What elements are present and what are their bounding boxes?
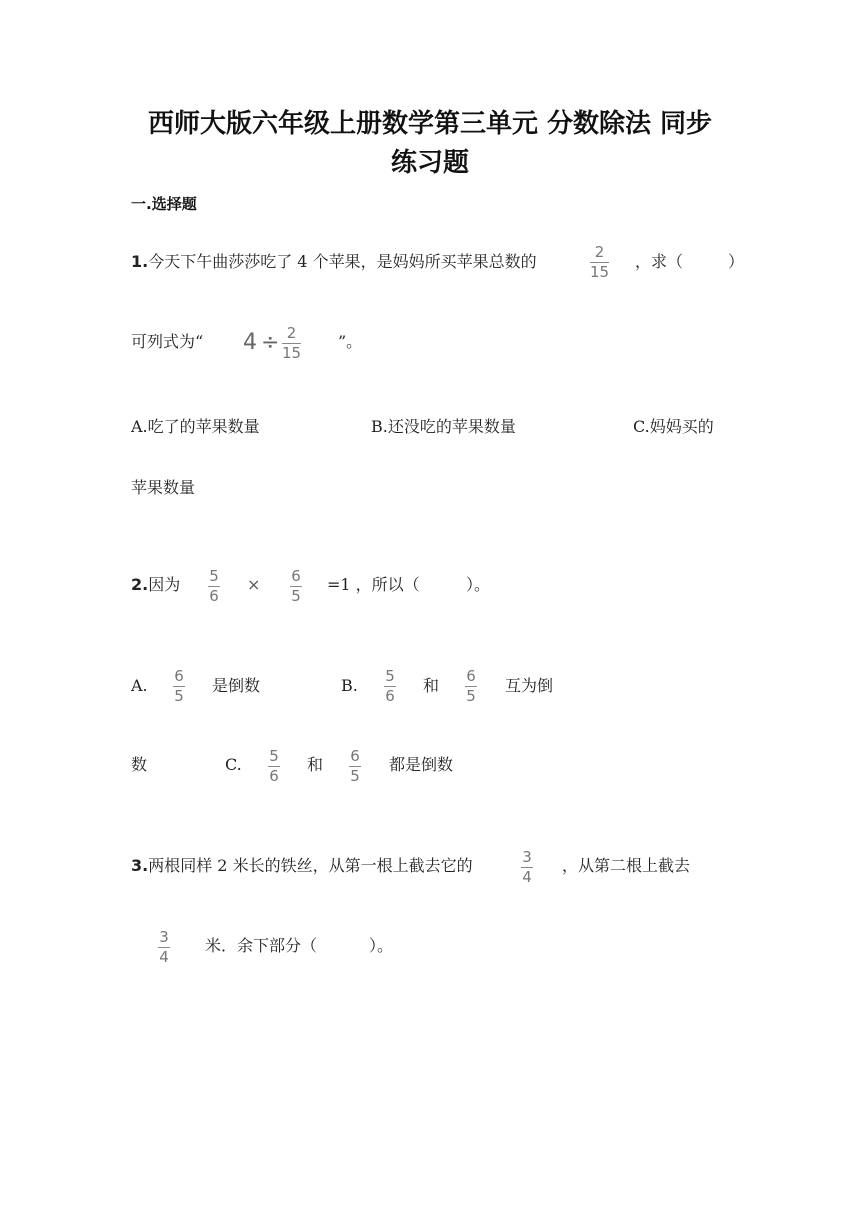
q2-frac1-num: 5 <box>209 567 219 585</box>
q2-fraction-2 <box>290 568 302 605</box>
q2-optB-label: B. <box>341 676 358 695</box>
q2-optC-fraction-1 <box>268 748 280 785</box>
q3-text-a: 两根同样 2 米长的铁丝，从第一根上截去它的 <box>148 856 473 875</box>
q1-text-e: ”。 <box>338 332 363 351</box>
q1-number: 1. <box>131 252 149 271</box>
page-title-line2: 练习题 <box>390 148 469 178</box>
q3-frac2-num: 3 <box>159 928 169 946</box>
q2-optA-num: 6 <box>174 667 184 685</box>
q1-fraction <box>590 244 609 281</box>
q3-number: 3. <box>131 856 149 875</box>
q2-optA-den: 5 <box>174 687 184 705</box>
q2-optA-fraction <box>173 668 185 705</box>
q2-text-a: 因为 <box>148 575 181 594</box>
q2-optC-text: 都是倒数 <box>389 755 454 774</box>
q1-line1 <box>131 252 537 272</box>
q3-frac1-den: 4 <box>522 868 532 886</box>
q2-optC-frac2-den: 5 <box>350 767 360 785</box>
q2-optB-and: 和 <box>423 676 440 695</box>
q2-optB-frac2-den: 5 <box>466 687 476 705</box>
q1-text-c: ） <box>728 252 745 271</box>
q2-optA-text: 是倒数 <box>212 676 261 695</box>
q2-optB-cont: 数 <box>131 755 148 774</box>
q1-expr-frac-den: 15 <box>282 344 302 362</box>
section-heading: 一.选择题 <box>131 195 197 213</box>
q1-text-a: 今天下午曲莎莎吃了 4 个苹果，是妈妈所买苹果总数的 <box>148 252 537 271</box>
q2-optC-label: C. <box>225 755 242 774</box>
q1-expr-frac-num: 2 <box>286 324 297 342</box>
q2-optB-frac1-den: 6 <box>385 687 395 705</box>
q2-optB-fraction-2 <box>465 668 477 705</box>
q3-fraction-2 <box>158 929 170 966</box>
q3-fraction-1 <box>521 849 533 886</box>
q2-text-c: ）。 <box>466 575 491 594</box>
q1-frac-den: 15 <box>590 263 610 281</box>
q2-frac2-num: 6 <box>291 567 301 585</box>
q2-optB-fraction-1 <box>384 668 396 705</box>
q1-option-b: B.还没吃的苹果数量 <box>371 417 516 436</box>
q1-text-b: ，求（ <box>635 252 684 271</box>
q2-fraction-1 <box>208 568 220 605</box>
q1-option-c: C.妈妈买的 <box>633 417 714 436</box>
q1-text-d: 可列式为“ <box>131 332 204 351</box>
q2-optB-frac2-num: 6 <box>466 667 476 685</box>
q3-text-b: ，从第二根上截去 <box>562 856 691 875</box>
q2-optC-and: 和 <box>307 755 324 774</box>
q1-expr-fraction <box>282 325 301 362</box>
q2-optC-frac1-den: 6 <box>269 767 279 785</box>
q1-option-a: A.吃了的苹果数量 <box>131 417 260 436</box>
q3-frac2-den: 4 <box>159 948 169 966</box>
q2-times: × <box>247 575 261 594</box>
q1-expr-whole: 4 <box>243 330 257 355</box>
q1-expr-op: ÷ <box>261 330 280 355</box>
q2-optB-text: 互为倒 <box>505 676 554 695</box>
q2-optC-frac2-num: 6 <box>350 747 360 765</box>
q2-line1 <box>131 575 180 595</box>
q2-optB-frac1-num: 5 <box>385 667 395 685</box>
q2-optC-fraction-2 <box>349 748 361 785</box>
q2-frac2-den: 5 <box>291 587 301 605</box>
q2-optC-frac1-num: 5 <box>269 747 279 765</box>
q2-number: 2. <box>131 575 149 594</box>
q3-text-c: 米．余下部分（ <box>205 936 318 955</box>
q2-text-b: =1 ，所以（ <box>327 575 420 594</box>
q2-optA-label: A. <box>131 676 148 695</box>
q2-frac1-den: 6 <box>209 587 219 605</box>
q3-text-d: ）。 <box>369 936 394 955</box>
q3-frac1-num: 3 <box>522 848 532 866</box>
q3-line1 <box>131 856 473 876</box>
q1-option-c-cont: 苹果数量 <box>131 478 196 497</box>
page-title-line1: 西师大版六年级上册数学第三单元 分数除法 同步 <box>147 109 713 139</box>
q1-frac-num: 2 <box>594 243 605 261</box>
